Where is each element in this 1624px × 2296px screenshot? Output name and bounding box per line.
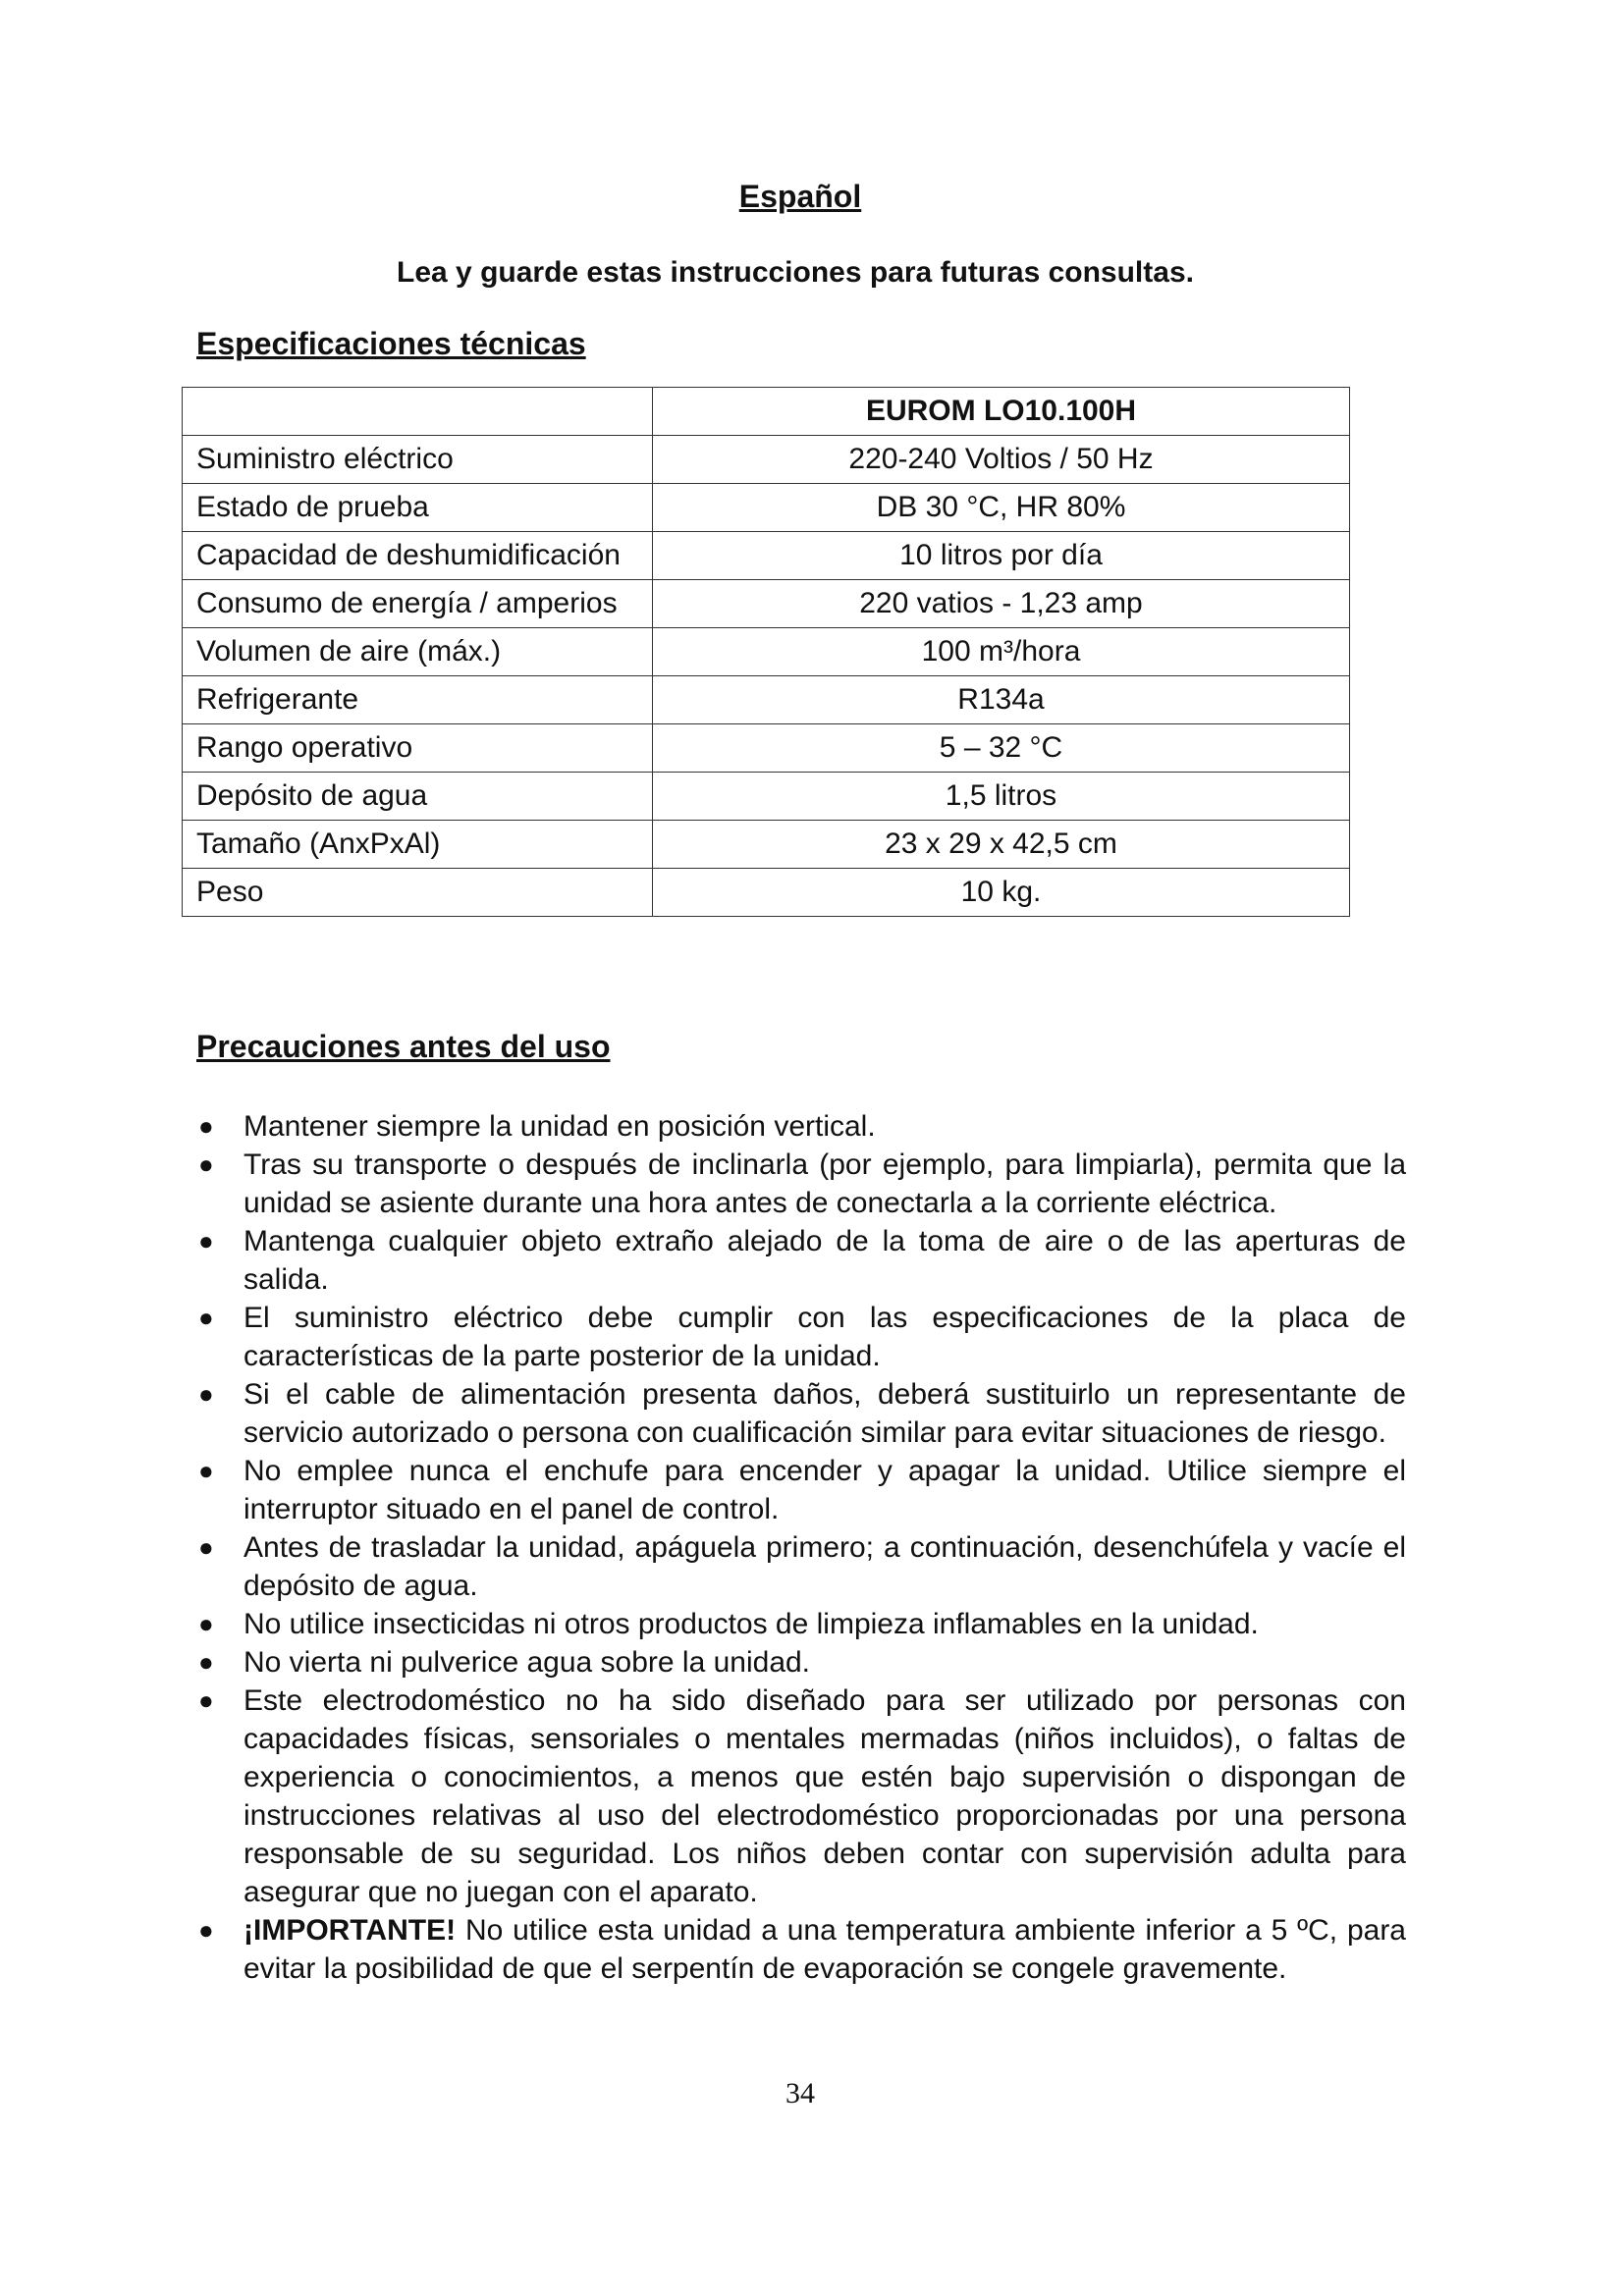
list-item xyxy=(196,1528,1406,1605)
specs-table xyxy=(182,387,1350,917)
list-item xyxy=(196,1643,1406,1682)
precaution-text: Si el cable de alimentación presenta daños, deberá sustituirlo un representante de servicio autorizado o persona con cualificación similar para evitar situaciones de riesgo. xyxy=(244,1378,1406,1449)
specs-model-name: EUROM LO10.100H xyxy=(653,388,1350,436)
precaution-text: El suministro eléctrico debe cumplir con las especificaciones de la placa de características de la parte posterior de la unidad. xyxy=(244,1302,1406,1372)
list-item xyxy=(196,1911,1406,1988)
table-row xyxy=(183,676,1350,724)
spec-label: Capacidad de deshumidificación xyxy=(183,532,653,580)
precaution-text: No vierta ni pulverice agua sobre la unidad. xyxy=(244,1646,811,1679)
precaution-text: No emplee nunca el enchufe para encender y apagar la unidad. Utilice siempre el interruptor situado en el panel de control. xyxy=(244,1455,1406,1525)
bullet-icon: ● xyxy=(198,1303,214,1332)
precaution-text: Mantener siempre la unidad en posición vertical. xyxy=(244,1110,876,1143)
page-title: Español xyxy=(738,179,862,214)
instructions-note: Lea y guarde estas instrucciones para futuras consultas. xyxy=(397,256,1194,289)
precaution-text: Tras su transporte o después de inclinarla (por ejemplo, para limpiarla), permita que la unidad se asiente durante una hora antes de conectarla a la corriente eléctrica. xyxy=(244,1148,1406,1219)
spec-label: Refrigerante xyxy=(183,676,653,724)
specs-header-row xyxy=(183,388,1350,436)
spec-value: 5 – 32 °C xyxy=(653,724,1350,773)
bullet-icon: ● xyxy=(198,1456,214,1485)
spec-label: Consumo de energía / amperios xyxy=(183,580,653,628)
bullet-icon: ● xyxy=(198,1149,214,1179)
specs-header-blank xyxy=(183,388,653,436)
table-row xyxy=(183,869,1350,917)
bullet-icon: ● xyxy=(198,1647,214,1677)
list-item xyxy=(196,1375,1406,1452)
important-label: ¡IMPORTANTE! xyxy=(244,1914,457,1947)
precautions-heading: Precauciones antes del uso xyxy=(196,1029,611,1064)
table-row xyxy=(183,532,1350,580)
spec-label: Volumen de aire (máx.) xyxy=(183,628,653,676)
spec-label: Estado de prueba xyxy=(183,484,653,532)
bullet-icon: ● xyxy=(198,1111,214,1141)
table-row xyxy=(183,821,1350,869)
table-row xyxy=(183,724,1350,773)
spec-label: Peso xyxy=(183,869,653,917)
precaution-text: No utilice insecticidas ni otros productos de limpieza inflamables en la unidad. xyxy=(244,1608,1259,1640)
bullet-icon: ● xyxy=(198,1379,214,1409)
list-item xyxy=(196,1299,1406,1375)
page-number: 34 xyxy=(785,2077,815,2109)
precaution-text: Mantenga cualquier objeto extraño alejado de la toma de aire o de las aperturas de salida. xyxy=(244,1225,1406,1296)
list-item xyxy=(196,1605,1406,1643)
spec-value: 23 x 29 x 42,5 cm xyxy=(653,821,1350,869)
precaution-text: Este electrodoméstico no ha sido diseñado para ser utilizado por personas con capacidades físicas, sensoriales o mentales mermadas (niños incluidos), o faltas de experiencia o conocimientos, a menos que estén bajo supervisión o dispongan de instrucciones relativas al uso del electrodoméstico proporcionadas por una persona responsable de su seguridad. Los niños deben contar con supervisión adulta para asegurar que no juegan con el aparato. xyxy=(244,1684,1406,1908)
spec-value: 220 vatios - 1,23 amp xyxy=(653,580,1350,628)
table-row xyxy=(183,436,1350,484)
list-item xyxy=(196,1682,1406,1911)
bullet-icon: ● xyxy=(198,1609,214,1638)
list-item xyxy=(196,1107,1406,1146)
spec-value: 220-240 Voltios / 50 Hz xyxy=(653,436,1350,484)
table-row xyxy=(183,580,1350,628)
spec-label: Depósito de agua xyxy=(183,773,653,821)
spec-value: DB 30 °C, HR 80% xyxy=(653,484,1350,532)
table-row xyxy=(183,484,1350,532)
spec-value: 1,5 litros xyxy=(653,773,1350,821)
table-row xyxy=(183,628,1350,676)
spec-value: R134a xyxy=(653,676,1350,724)
spec-label: Rango operativo xyxy=(183,724,653,773)
bullet-icon: ● xyxy=(198,1685,214,1715)
bullet-icon: ● xyxy=(198,1915,214,1945)
list-item xyxy=(196,1452,1406,1528)
spec-label: Tamaño (AnxPxAl) xyxy=(183,821,653,869)
precaution-text: No utilice esta unidad a una temperatura ambiente inferior a 5 ºC, para evitar la posibilidad de que el serpentín de evaporación se congele gravemente. xyxy=(244,1914,1406,1985)
bullet-icon: ● xyxy=(198,1226,214,1255)
spec-value: 10 kg. xyxy=(653,869,1350,917)
precaution-text: Antes de trasladar la unidad, apáguela primero; a continuación, desenchúfela y vacíe el depósito de agua. xyxy=(244,1531,1406,1602)
spec-value: 10 litros por día xyxy=(653,532,1350,580)
spec-label: Suministro eléctrico xyxy=(183,436,653,484)
precautions-list xyxy=(196,1107,1406,1988)
spec-value: 100 m³/hora xyxy=(653,628,1350,676)
specs-heading: Especificaciones técnicas xyxy=(196,326,586,361)
bullet-icon: ● xyxy=(198,1532,214,1562)
table-row xyxy=(183,773,1350,821)
list-item xyxy=(196,1146,1406,1222)
list-item xyxy=(196,1222,1406,1299)
